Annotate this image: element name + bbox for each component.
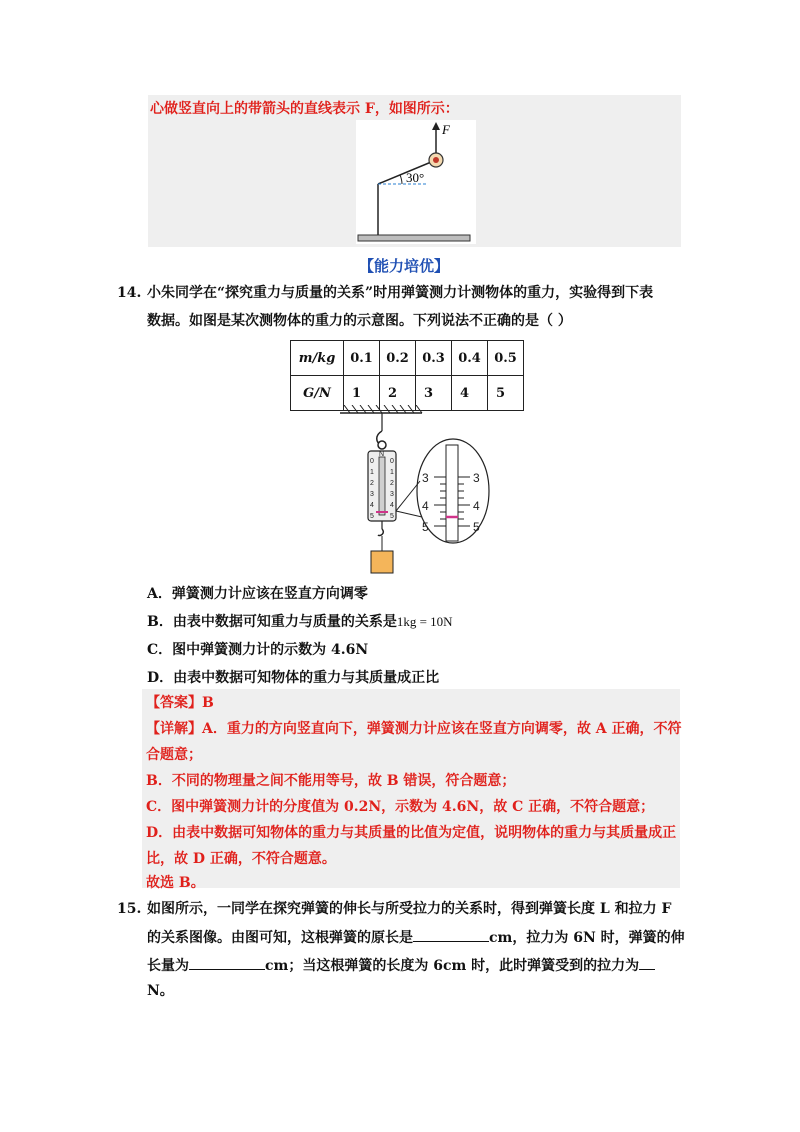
- table-cell: 0.5: [488, 341, 524, 376]
- explain-line: D．由表中数据可知物体的重力与其质量的比值为定值，说明物体的重力与其质量成正: [146, 825, 677, 841]
- q15-line2-b: cm，拉力为 6N 时，弹簧的伸: [489, 930, 685, 946]
- force-label: F: [442, 122, 450, 137]
- original-length-blank[interactable]: [413, 927, 489, 942]
- explain-line: B．不同的物理量之间不能用等号，故 B 错误，符合题意；: [146, 773, 516, 789]
- table-cell: 3: [416, 376, 452, 411]
- spring-scale-figure: [330, 405, 490, 580]
- q15-line3: [147, 955, 655, 976]
- scale-left-label: 1: [370, 469, 374, 476]
- scale-left-label: 5: [370, 513, 374, 520]
- scale-right-label: 5: [390, 513, 394, 520]
- extension-blank[interactable]: [189, 955, 265, 970]
- scale-right-label: 0: [390, 458, 394, 465]
- scale-left-label: 2: [370, 480, 374, 487]
- zoom-label: 4: [473, 499, 480, 513]
- scale-left-label: 0: [370, 458, 374, 465]
- q15-line4: N。: [147, 983, 174, 999]
- option-c: C．图中弹簧测力计的示数为 4.6N: [147, 642, 369, 658]
- option-b: [147, 612, 453, 632]
- table-header-weight: G/N: [291, 376, 344, 411]
- table-cell: 0.3: [416, 341, 452, 376]
- table-cell: 0.2: [380, 341, 416, 376]
- explain-line: C．图中弹簧测力计的分度值为 0.2N，示数为 4.6N，故 C 正确，不符合题意；: [146, 799, 655, 815]
- scale-right-label: 3: [390, 491, 394, 498]
- scale-left-label: 4: [370, 502, 374, 509]
- q15-number: 15.: [117, 901, 142, 917]
- zoom-label: 5: [473, 520, 480, 534]
- explain-line: 合题意；: [146, 747, 202, 763]
- explain-line: 【详解】A．重力的方向竖直向下，弹簧测力计应该在竖直方向调零，故 A 正确，不符: [146, 721, 682, 737]
- table-cell: 0.1: [344, 341, 380, 376]
- scale-right-label: 2: [390, 480, 394, 487]
- force-diagram: [356, 120, 476, 244]
- q14-stem-line2: 数据。如图是某次测物体的重力的示意图。下列说法不正确的是（ ）: [147, 313, 572, 329]
- mass-weight-table: [290, 340, 524, 411]
- option-a: A．弹簧测力计应该在竖直方向调零: [147, 586, 368, 602]
- q15-line2: [147, 927, 685, 948]
- zoom-label: 4: [422, 499, 429, 513]
- table-cell: 5: [488, 376, 524, 411]
- scale-right-label: 1: [390, 469, 394, 476]
- top-box-text: 心做竖直向上的带箭头的直线表示 F，如图所示：: [150, 101, 459, 117]
- answer-text: 【答案】B: [146, 695, 214, 711]
- angle-label: 30°: [406, 170, 425, 185]
- option-b-text: B．由表中数据可知重力与质量的关系是: [147, 614, 397, 630]
- q15-line3-b: cm；当这根弹簧的长度为 6cm 时，此时弹簧受到的拉力为: [265, 958, 640, 974]
- table-header-mass: m/kg: [291, 341, 344, 376]
- q14-number: 14.: [117, 285, 142, 301]
- explain-line: 比，故 D 正确，不符合题意。: [146, 851, 336, 867]
- q15-line1: 如图所示，一同学在探究弹簧的伸长与所受拉力的关系时，得到弹簧长度 L 和拉力 F: [147, 901, 672, 917]
- force-blank[interactable]: [639, 955, 655, 970]
- table-row: [291, 341, 524, 376]
- scale-right-label: 4: [390, 502, 394, 509]
- zoom-label: 3: [473, 471, 480, 485]
- zoom-label: 5: [422, 520, 429, 534]
- option-d: D．由表中数据可知物体的重力与其质量成正比: [147, 670, 440, 686]
- option-b-formula: 1kg = 10N: [396, 614, 453, 629]
- q14-stem-line1: 小朱同学在“探究重力与质量的关系”时用弹簧测力计测物体的重力，实验得到下表: [147, 285, 654, 301]
- q15-line2-a: 的关系图像。由图可知，这根弹簧的原长是: [147, 930, 413, 946]
- table-cell: 4: [452, 376, 488, 411]
- table-cell: 2: [380, 376, 416, 411]
- q15-line3-a: 长量为: [147, 958, 189, 974]
- table-cell: 0.4: [452, 341, 488, 376]
- zoom-label: 3: [422, 471, 429, 485]
- explain-line: 故选 B。: [146, 875, 205, 891]
- table-cell: 1: [344, 376, 380, 411]
- section-title: 【能力培优】: [359, 257, 450, 275]
- meter-unit: N: [379, 451, 385, 458]
- scale-left-label: 3: [370, 491, 374, 498]
